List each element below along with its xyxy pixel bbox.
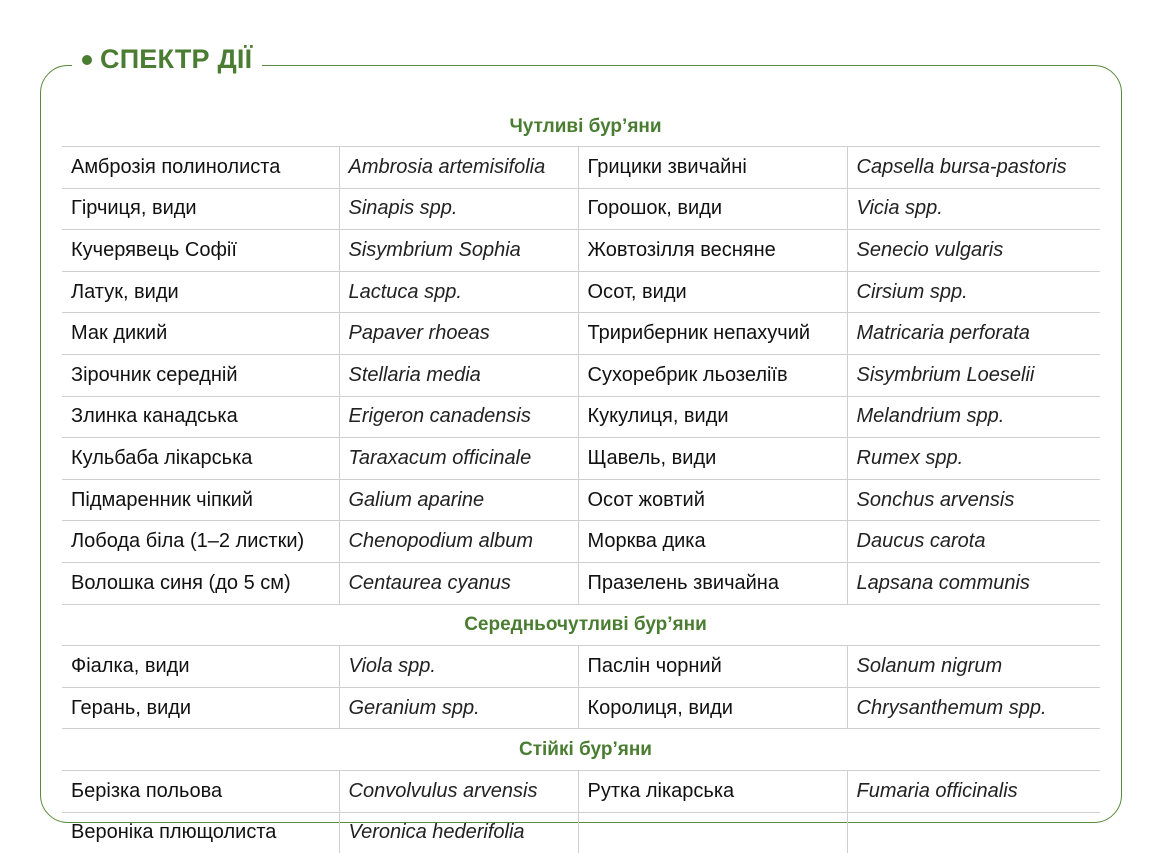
latin-name-cell: Matricaria perforata (847, 313, 1100, 355)
latin-name-cell: Senecio vulgaris (847, 230, 1100, 272)
common-name-cell: Королиця, види (578, 687, 847, 729)
latin-name-cell: Daucus carota (847, 521, 1100, 563)
common-name-cell: Рутка лікарська (578, 770, 847, 812)
latin-name-cell: Melandrium spp. (847, 396, 1100, 438)
section-heading: Стійкі бур’яни (62, 729, 1100, 771)
common-name-cell: Жовтозілля весняне (578, 230, 847, 272)
common-name-cell: Волошка синя (до 5 см) (62, 562, 339, 604)
common-name-cell: Осот жовтий (578, 479, 847, 521)
latin-name-cell: Cirsium spp. (847, 271, 1100, 313)
common-name-cell: Грицики звичайні (578, 147, 847, 189)
latin-name-cell: Galium aparine (339, 479, 578, 521)
table-row (62, 313, 1100, 355)
common-name-cell: Мак дикий (62, 313, 339, 355)
table-row (62, 646, 1100, 688)
section-heading: Середньочутливі бур’яни (62, 604, 1100, 646)
common-name-cell: Лобода біла (1–2 листки) (62, 521, 339, 563)
section-heading: Чутливі бур’яни (62, 108, 1100, 147)
table-row (62, 521, 1100, 563)
common-name-cell: Празелень звичайна (578, 562, 847, 604)
common-name-cell (578, 812, 847, 853)
table-row (62, 687, 1100, 729)
latin-name-cell: Sisymbrium Sophia (339, 230, 578, 272)
latin-name-cell: Sonchus arvensis (847, 479, 1100, 521)
table-row (62, 271, 1100, 313)
bullet-icon (82, 55, 92, 65)
table-row (62, 354, 1100, 396)
latin-name-cell: Lactuca spp. (339, 271, 578, 313)
common-name-cell: Кукулиця, види (578, 396, 847, 438)
latin-name-cell: Fumaria officinalis (847, 770, 1100, 812)
common-name-cell: Тририберник непахучий (578, 313, 847, 355)
latin-name-cell: Viola spp. (339, 646, 578, 688)
latin-name-cell: Papaver rhoeas (339, 313, 578, 355)
section-header-row (62, 604, 1100, 646)
common-name-cell: Вероніка плющолиста (62, 812, 339, 853)
common-name-cell: Кульбаба лікарська (62, 438, 339, 480)
table-row (62, 562, 1100, 604)
common-name-cell: Гірчиця, види (62, 188, 339, 230)
common-name-cell: Щавель, види (578, 438, 847, 480)
table-row (62, 770, 1100, 812)
table-row (62, 230, 1100, 272)
section-header-row (62, 108, 1100, 147)
common-name-cell: Підмаренник чіпкий (62, 479, 339, 521)
latin-name-cell: Vicia spp. (847, 188, 1100, 230)
latin-name-cell: Rumex spp. (847, 438, 1100, 480)
common-name-cell: Герань, види (62, 687, 339, 729)
common-name-cell: Зірочник середній (62, 354, 339, 396)
common-name-cell: Фіалка, види (62, 646, 339, 688)
latin-name-cell: Stellaria media (339, 354, 578, 396)
common-name-cell: Осот, види (578, 271, 847, 313)
latin-name-cell (847, 812, 1100, 853)
common-name-cell: Злинка канадська (62, 396, 339, 438)
table-row (62, 479, 1100, 521)
latin-name-cell: Capsella bursa-pastoris (847, 147, 1100, 189)
table-row (62, 438, 1100, 480)
table-row (62, 147, 1100, 189)
common-name-cell: Сухоребрик льозеліїв (578, 354, 847, 396)
table-row (62, 812, 1100, 853)
latin-name-cell: Convolvulus arvensis (339, 770, 578, 812)
latin-name-cell: Taraxacum officinale (339, 438, 578, 480)
page-title: СПЕКТР ДІЇ (100, 44, 253, 74)
section-header-row (62, 729, 1100, 771)
common-name-cell: Паслін чорний (578, 646, 847, 688)
section-title (72, 44, 262, 75)
latin-name-cell: Solanum nigrum (847, 646, 1100, 688)
common-name-cell: Латук, види (62, 271, 339, 313)
latin-name-cell: Lapsana communis (847, 562, 1100, 604)
common-name-cell: Морква дика (578, 521, 847, 563)
common-name-cell: Берізка польова (62, 770, 339, 812)
latin-name-cell: Chenopodium album (339, 521, 578, 563)
latin-name-cell: Chrysanthemum spp. (847, 687, 1100, 729)
latin-name-cell: Erigeron canadensis (339, 396, 578, 438)
common-name-cell: Горошок, види (578, 188, 847, 230)
common-name-cell: Кучерявець Софії (62, 230, 339, 272)
latin-name-cell: Ambrosia artemisifolia (339, 147, 578, 189)
latin-name-cell: Veronica hederifolia (339, 812, 578, 853)
latin-name-cell: Sisymbrium Loeselii (847, 354, 1100, 396)
weed-spectrum-table (62, 108, 1100, 853)
latin-name-cell: Centaurea cyanus (339, 562, 578, 604)
table-row (62, 396, 1100, 438)
common-name-cell: Амброзія полинолиста (62, 147, 339, 189)
table-row (62, 188, 1100, 230)
latin-name-cell: Sinapis spp. (339, 188, 578, 230)
latin-name-cell: Geranium spp. (339, 687, 578, 729)
